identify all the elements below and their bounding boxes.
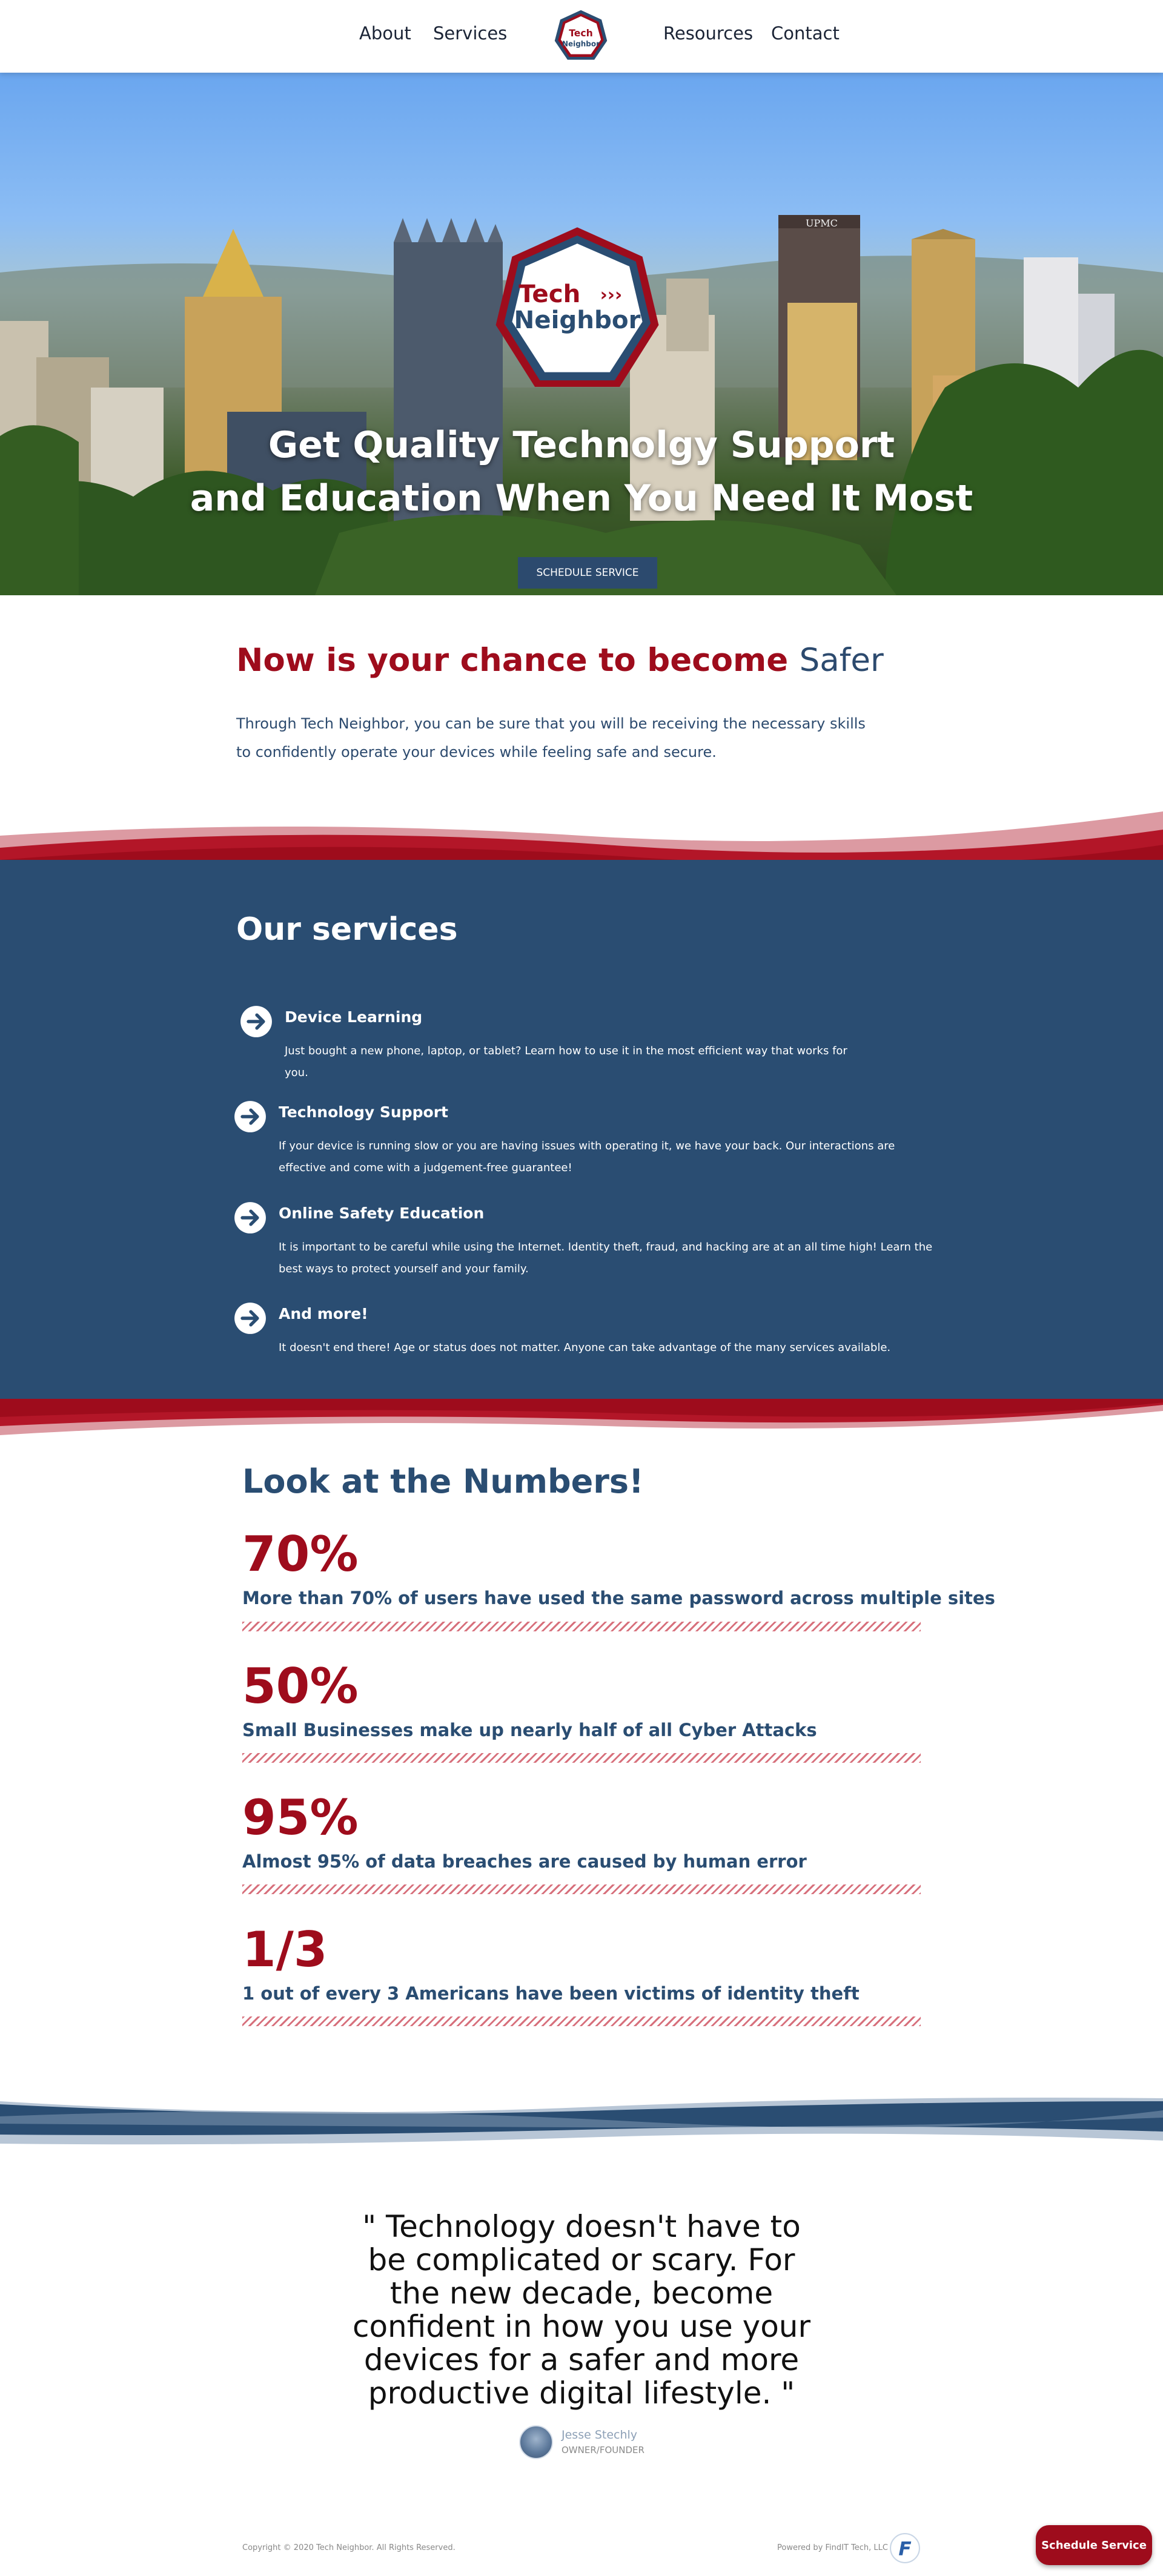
- hero-title-line1: Get Quality Technolgy Support: [268, 424, 895, 466]
- nav-logo-line1: Tech: [569, 27, 593, 39]
- nav-link-resources[interactable]: Resources: [663, 23, 754, 44]
- schedule-service-button[interactable]: SCHEDULE SERVICE: [518, 557, 657, 589]
- service-name-and-more: And more!: [279, 1305, 368, 1323]
- nav-link-about[interactable]: About: [359, 23, 411, 44]
- top-navigation: [0, 0, 1163, 73]
- service-desc-device-learning: Just bought a new phone, laptop, or tablet? Learn how to use it in the most efficient way that works for you.: [285, 1045, 847, 1079]
- stat-divider: [242, 1622, 921, 1631]
- footer-copyright: Copyright © 2020 Tech Neighbor. All Rights Reserved.: [242, 2543, 456, 2552]
- services-title: Our services: [236, 911, 458, 948]
- stat-value: 50%: [242, 1658, 359, 1714]
- numbers-title: Look at the Numbers!: [242, 1462, 644, 1501]
- author-role: OWNER/FOUNDER: [562, 2445, 644, 2455]
- stat-text: 1 out of every 3 Americans have been victims of identity theft: [242, 1983, 860, 2004]
- nav-link-services[interactable]: Services: [433, 23, 508, 44]
- hero-logo-line1: Tech: [519, 280, 581, 309]
- stat-divider: [242, 2016, 921, 2026]
- hero-logo-chevrons-icon: ›››: [600, 284, 623, 305]
- hero-title-line2: and Education When You Need It Most: [190, 477, 973, 520]
- arrow-right-circle-icon: [234, 1100, 267, 1133]
- intro-title-accent: Safer: [799, 642, 884, 679]
- stat-text: More than 70% of users have used the same password across multiple sites: [242, 1588, 995, 1608]
- blue-wave: [0, 2092, 1163, 2147]
- footer-powered-by[interactable]: Powered by FindIT Tech, LLC: [777, 2543, 888, 2552]
- hero-logo: [495, 224, 659, 397]
- service-desc-and-more: It doesn't end there! Age or status does not matter. Anyone can take advantage of the many services available.: [279, 1341, 891, 1354]
- arrow-right-circle-icon: [234, 1302, 267, 1335]
- services-section: [0, 860, 1163, 1405]
- findit-logo-icon[interactable]: [889, 2532, 921, 2564]
- nav-logo[interactable]: [553, 8, 609, 64]
- service-desc-technology-support: If your device is running slow or you are having issues with operating it, we have your back. Our interactions are effective and come with a judgement-free guarantee!: [279, 1140, 895, 1174]
- stat-divider: [242, 1753, 921, 1763]
- service-name-technology-support: Technology Support: [279, 1103, 448, 1121]
- arrow-right-circle-icon: [240, 1005, 273, 1038]
- stat-text: Almost 95% of data breaches are caused by human error: [242, 1851, 807, 1872]
- intro-text: Through Tech Neighbor, you can be sure that you will be receiving the necessary skills to confidently operate your devices while feeling safe and secure.: [236, 715, 866, 761]
- stat-value: 1/3: [242, 1921, 328, 1978]
- testimonial-quote: " Technology doesn't have to be complicated or scary. For the new decade, become confident in how you use your devices for a safer and more productive digital lifestyle. ": [352, 2209, 811, 2411]
- nav-logo-line2: Neighbor: [562, 39, 600, 48]
- hero-banner: [0, 73, 1163, 595]
- stat-divider: [242, 1884, 921, 1894]
- service-name-online-safety: Online Safety Education: [279, 1204, 485, 1222]
- service-desc-online-safety: It is important to be careful while using the Internet. Identity theft, fraud, and hacking are at an all time high! Learn the best ways to protect yourself and your family.: [279, 1241, 933, 1275]
- nav-link-contact[interactable]: Contact: [771, 23, 840, 44]
- floating-schedule-service-button[interactable]: Schedule Service: [1036, 2525, 1152, 2565]
- upmc-sign: UPMC: [806, 217, 838, 229]
- stat-value: 70%: [242, 1526, 359, 1582]
- red-wave-bottom: [0, 1399, 1163, 1447]
- stat-text: Small Businesses make up nearly half of all Cyber Attacks: [242, 1720, 817, 1740]
- stat-value: 95%: [242, 1789, 359, 1846]
- intro-title: [236, 642, 884, 679]
- intro-title-text: Now is your chance to become: [236, 642, 789, 679]
- arrow-right-circle-icon: [234, 1201, 267, 1234]
- svg-text:F: F: [898, 2538, 912, 2560]
- author-avatar: [519, 2425, 553, 2459]
- author-name: Jesse Stechly: [562, 2428, 638, 2442]
- service-name-device-learning: Device Learning: [285, 1008, 423, 1026]
- hero-logo-line2: Neighbor: [514, 306, 641, 335]
